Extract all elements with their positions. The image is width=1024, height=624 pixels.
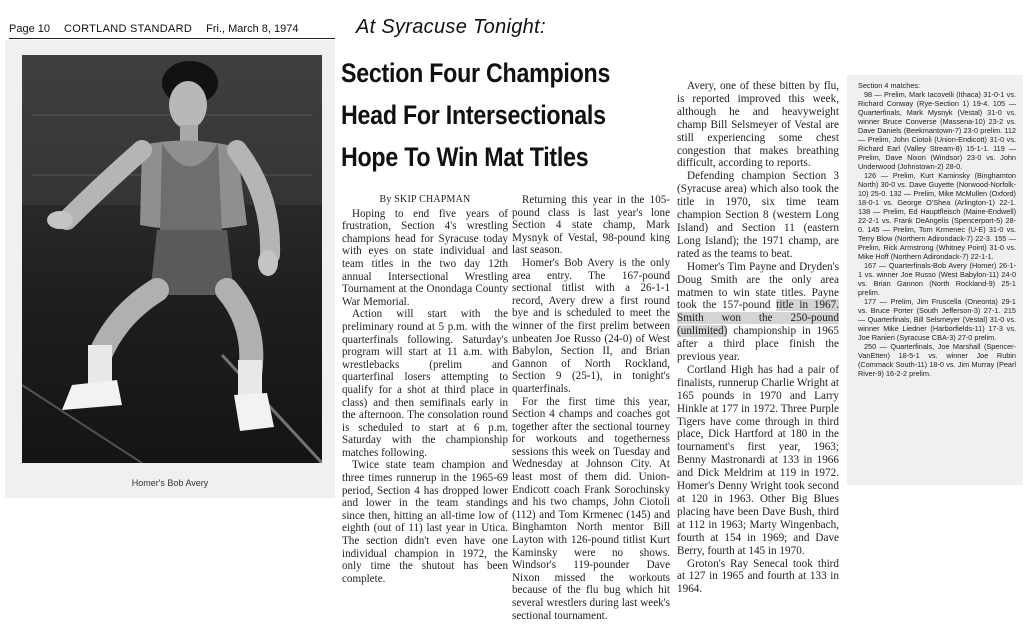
headline — [341, 52, 676, 178]
paragraph: Cortland High has had a pair of finalists, runnerup Charlie Wright at 165 pounds in 1970 and Larry Hinkle at 177 in 1972. Three Purple Tigers have come through in third place, Dick Hartford at 180 in the tournament's first year, 1963; Benny Mastronardi at 133 in 1966 and Dick Meldrim at 119 in 1972. Homer's Denny Wright took second at 120 in 1963. Other Big Blues placing have been Dave Bush, third at 112 in 1963; Marty Wingenbach, fourth at 154 in 1969; and Dave Berry, fourth at 145 in 1970. — [677, 363, 839, 557]
issue-date: Fri., March 8, 1974 — [206, 23, 299, 35]
paragraph: Action will start with the preliminary round at 5 p.m. with the quarterfinals following. Saturday's program will start at 11 a.m. with wrestlebacks (prelim and quarterfinal losers attempting to qualify for a shot at third place in class) and then semifinals early in the afternoon. The consolation round is scheduled to start at 6 p.m. Saturday with the championship matches following. — [342, 308, 508, 459]
wrestler-illustration — [22, 55, 322, 463]
paragraph: Homer's Bob Avery is the only area entry. The 167-pound sectional titlist with a 26-1-1 record, Avery drew a first round bye and is scheduled to meet the winner of the first prelim between unbeaten Joe Russo (24-0) of West Babylon, Section II, and Brian Gannon of North Rockland, Section 9 (25-1), in tonight's quarterfinals. — [512, 256, 670, 395]
page-number: Page 10 — [9, 23, 50, 35]
kicker: At Syracuse Tonight: — [356, 16, 546, 38]
paragraph: For the first time this year, Section 4 champs and coaches got together after the sectional tourney for workouts and togetherness sessions this week on Tuesday and Wednesday at Johnson City. At least most of them did. Union-Endicott coach Frank Sorochinsky and his two champs, John Ciotoli (112) and Tom Krmenec (145) and Binghamton North mentor Bill Layton with 126-pound titlist Kurt Kaminsky were no shows. Windsor's 119-pounder Dave Nixon missed the workouts because of the flu bug which hit several wrestlers during last week's sectional tournament. — [512, 395, 670, 622]
results-paragraph: 167 — Quarterfinals-Bob Avery (Homer) 26-1-1 vs. winner Joe Russo (West Babylon-11) 24-0 vs. Brian Gannon (North Rockland-9) 25-1 prelim. — [858, 261, 1016, 297]
masthead — [9, 19, 335, 39]
article-column-3 — [677, 80, 839, 596]
paragraph: Defending champion Section 3 (Syracuse area) which also took the title in 1970, six time team champion Section 8 (western Long Island) and Section 11 (eastern Long Island); the 1971 champ, are rated as the teams to beat. — [677, 170, 839, 260]
wrestler-photo — [22, 55, 322, 463]
paragraph-text: Homer's Tim Payne and Dryden's Doug Smith are the only area matmen to win state titles. Payne took the 157-pound — [677, 260, 839, 312]
results-paragraph: 98 — Prelim, Mark Iacovelli (Ithaca) 31-0-1 vs. Richard Conway (Rye-Section 1) 19-4. 105 — Quarterfinals, Mark Mysnyk (Vestal) 31-0 vs. winner Bruce Converse (Massena-10) 23-2 vs. Dave Daniels (Beekmantown-7) 23-0 prelim. 112 — Prelim, John Ciotoli (Union-Endicott) 31-0 vs. Richard Earl (Valley Stream-8) 15-1-1. 119 — Prelim, Dave Nixon (Windsor) 23-0 vs. John Underwood (Johnstown-2) 28-0. — [858, 90, 1016, 171]
article-column-2 — [512, 194, 670, 622]
paragraph: Groton's Ray Senecal took third at 127 in 1965 and fourth at 133 in 1964. — [677, 557, 839, 596]
headline-line-3: Hope To Win Mat Titles — [341, 142, 589, 172]
paragraph: Hoping to end five years of frustration, Section 4's wrestling champions head for Syracuse today with eyes on state individual and team titles in the two day 12th annual Intersectional Wrestling Tournament at the Onondaga County War Memorial. — [342, 207, 508, 308]
results-paragraph: 177 — Prelim, Jim Fruscella (Oneonta) 29-1 vs. Bruce Porter (South Jefferson-3) 27-1. 215 — Quarterfinals, Bill Selsmeyer (Vestal) 31-0 vs. winner Mike Liedner (Harborfields-11) 17-3 vs. Joe Ranieri (Syracuse CBA-3) 27-0 prelim. — [858, 297, 1016, 342]
headline-line-2: Head For Intersectionals — [341, 100, 606, 130]
paragraph: Avery, one of these bitten by flu, is reported improved this week, although he and heavyweight champ Bill Selsmeyer of Vestal are still experiencing some chest congestion that makes breathing difficult, according to reports. — [677, 80, 839, 170]
byline: By SKIP CHAPMAN — [379, 194, 471, 205]
paragraph: Returning this year in the 105-pound class is last year's lone Section 4 state champ, Mark Mysnyk of Vestal, 98-pound king last season. — [512, 194, 670, 257]
results-heading: Section 4 matches: — [858, 81, 921, 90]
photo-caption: Homer's Bob Avery — [131, 478, 209, 488]
highlighted-text: title in 1967. Smith won the 250-pound (unlimited) — [677, 299, 839, 338]
headline-line-1: Section Four Champions — [341, 58, 611, 88]
results-paragraph: 250 — Quarterfinals, Joe Marshall (Spencer-VanEtten) 18-5-1 vs. winner Joe Rubin (Commack South-11) 18-0 vs. Jim Murray (Pearl River-9) 16-2-2 prelim. — [858, 342, 1016, 378]
newspaper-name: CORTLAND STANDARD — [63, 23, 193, 35]
paragraph: Twice state team champion and three times runnerup in the 1965-69 period, Section 4 has dropped lower and lower in the team standings since then, hitting an all-time low of eighth (out of 11) last year in Utica. The section didn't even have one individual champion in 1972, the only time the shutout has been complete. — [342, 459, 508, 585]
article-column-1 — [342, 194, 508, 585]
paragraph — [677, 261, 839, 364]
results-paragraph: 126 — Prelim, Kurt Kaminsky (Binghamton North) 30-0 vs. Dave Guyette (Norwood-Norfolk-10) 25-0. 132 — Prelim, Mike McMullen (Oxford) 18-0-1 vs. George O'Shea (Arlington-1) 22-1. 138 — Prelim, Ed Hauptfleisch (Maine-Endwell) 22-2-1 vs. Frank DeAngelis (Spencerport-5) 28-0. 145 — Prelim, Tom Krmenec (U-E) 31-0 vs. Terry Blow (Northern Adirondack-7) 22-3. 155 — Prelim, Rick Armstrong (Whitney Point) 31-0 vs. Mike Hoff (Northern Adirondack-7) 22-1-1. — [858, 171, 1016, 261]
section-4-matches — [858, 81, 1016, 378]
paragraph-text: championship in 1965 after a third place finish the previous year. — [677, 325, 839, 364]
